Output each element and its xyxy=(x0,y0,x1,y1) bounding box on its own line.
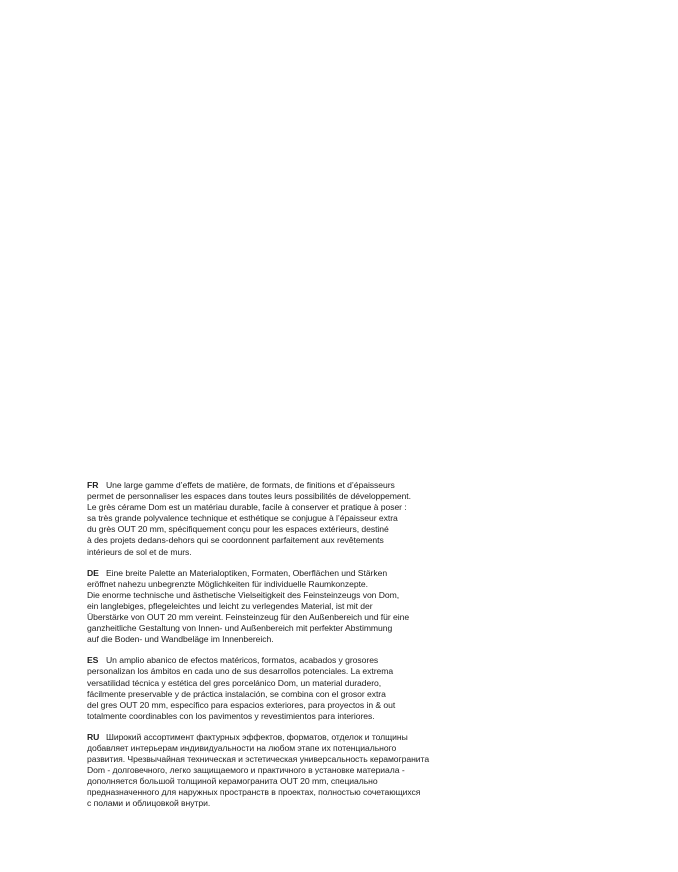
language-code: FR xyxy=(87,480,99,490)
paragraph-line: с полами и облицовкой внутри. xyxy=(87,798,211,809)
multilingual-description xyxy=(87,480,507,810)
paragraph-line: auf die Boden- und Wandbeläge im Innenbereich. xyxy=(87,634,274,645)
paragraph-line: ein langlebiges, pflegeleichtes und leicht zu verlegendes Material, ist mit der xyxy=(87,600,373,611)
paragraph-line: personalizan los ámbitos en cada uno de sus desarrollos potenciales. La extrema xyxy=(87,666,394,677)
paragraph-line: FR Une large gamme d’effets de matière, de formats, de finitions et d’épaisseurs xyxy=(87,480,395,490)
paragraph-line: sa très grande polyvalence technique et esthétique se conjugue à l’épaisseur extra xyxy=(87,513,398,524)
paragraph-de xyxy=(87,568,507,646)
paragraph-ru xyxy=(87,732,507,810)
paragraph-line: à des projets dedans-dehors qui se coordonnent parfaitement aux revêtements xyxy=(87,535,384,546)
paragraph-es xyxy=(87,655,507,722)
paragraph-line: предназначенного для наружных пространств в проектах, полностью сочетающихся xyxy=(87,787,421,798)
paragraph-line: fácilmente preservable y de práctica instalación, se combina con el grosor extra xyxy=(87,688,386,699)
language-code: DE xyxy=(87,567,99,578)
paragraph-line: Dom - долговечного, легко защищаемого и практичного в установке материала - xyxy=(87,765,405,776)
paragraph-line: Le grès cérame Dom est un matériau durable, facile à conserver et pratique à poser : xyxy=(87,502,407,513)
paragraph-line: ganzheitliche Gestaltung von Innen- und Außenbereich mit perfekter Abstimmung xyxy=(87,623,393,634)
paragraph-line: дополняется большой толщиной керамогранита OUT 20 mm, специально xyxy=(87,776,378,787)
language-code: ES xyxy=(87,655,99,666)
paragraph-line: totalmente coordinables con los pavimentos y revestimientos para interiores. xyxy=(87,710,375,721)
paragraph-line: Überstärke von OUT 20 mm vereint. Feinsteinzeug für den Außenbereich und für eine xyxy=(87,612,410,623)
paragraph-line: DE Eine breite Palette an Materialoptiken, Formaten, Oberflächen und Stärken xyxy=(87,567,388,578)
paragraph-line: Die enorme technische und ästhetische Vielseitigkeit des Feinsteinzeugs von Dom, xyxy=(87,589,400,600)
paragraph-line: versatilidad técnica y estética del gres porcelánico Dom, un material duradero, xyxy=(87,677,382,688)
language-code: RU xyxy=(87,731,100,742)
paragraph-line: del gres OUT 20 mm, específico para espacios exteriores, para proyectos in & out xyxy=(87,699,396,710)
paragraph-line: развития. Чрезвычайная техническая и эстетическая универсальность керамогранита xyxy=(87,754,430,765)
paragraph-fr xyxy=(87,480,507,558)
paragraph-line: du grès OUT 20 mm, spécifiquement conçu pour les espaces extérieurs, destiné xyxy=(87,524,389,535)
paragraph-line: intérieurs de sol et de murs. xyxy=(87,546,192,557)
paragraph-line: permet de personnaliser les espaces dans toutes leurs possibilités de développement. xyxy=(87,491,411,502)
paragraph-line: ES Un amplio abanico de efectos matéricos, formatos, acabados y grosores xyxy=(87,655,379,666)
paragraph-line: eröffnet nahezu unbegrenzte Möglichkeiten für individuelle Raumkonzepte. xyxy=(87,578,368,589)
paragraph-line: добавляет интерьерам индивидуальности на любом этапе их потенциального xyxy=(87,742,397,753)
paragraph-line: RU Широкий ассортимент фактурных эффектов, форматов, отделок и толщины xyxy=(87,731,408,742)
